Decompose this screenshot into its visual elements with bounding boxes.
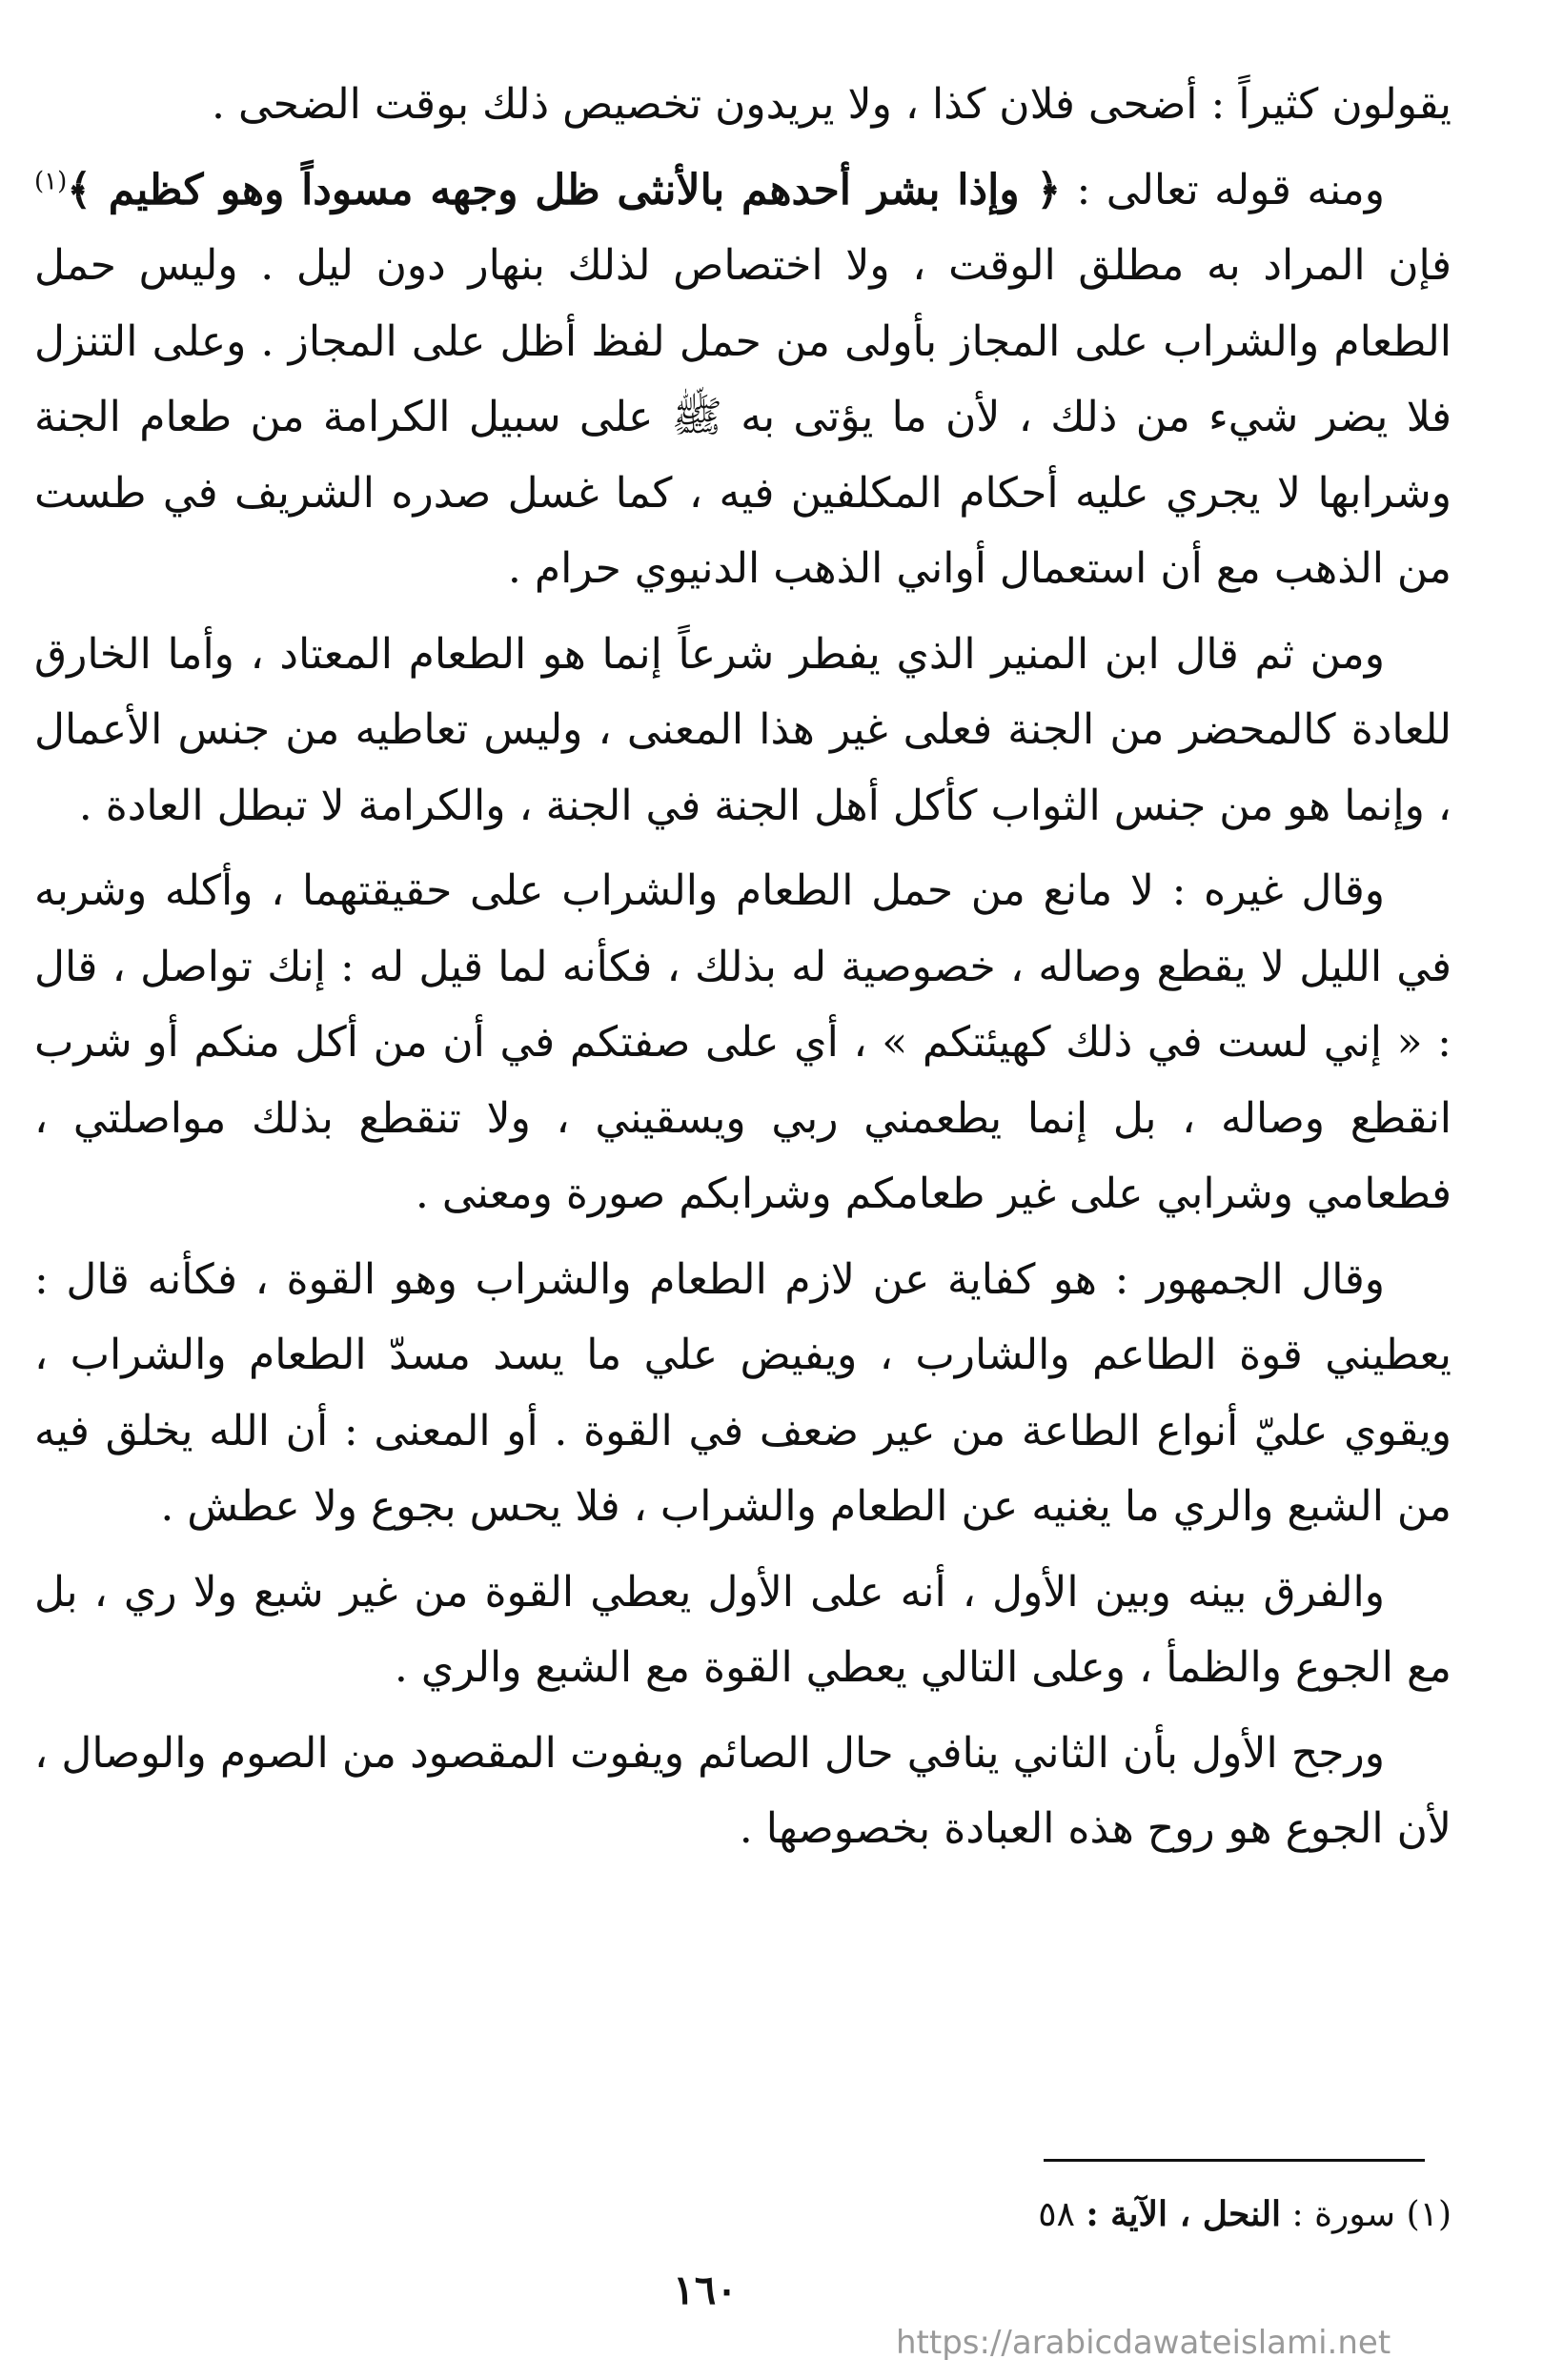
footnote-divider — [1044, 2159, 1425, 2162]
page-number: ١٦٠ — [673, 2267, 738, 2313]
footnote — [880, 2192, 1452, 2237]
quran-verse: ﴿ وإذا بشر أحدهم بالأنثى ظل وجهه مسوداً وهو كظيم ﴾ — [67, 165, 1062, 214]
paragraph-1: يقولون كثيراً : أضحى فلان كذا ، ولا يريدون تخصيص ذلك بوقت الضحى . — [212, 80, 1452, 129]
footnote-reference: (١) — [34, 166, 68, 195]
paragraph-2 — [34, 153, 1452, 607]
paragraph-5: وقال الجمهور : هو كفاية عن لازم الطعام والشراب وهو القوة ، فكأنه قال : يعطيني قوة الطاعم والشارب ، ويفيض علي ما يسد مسدّ الطعام والشراب ، ويقوي عليّ أنواع الطاعة من عير ضعف في القوة . أو المعنى : أن الله يخلق فيه من الشبع والري ما يغنيه عن الطعام والشراب ، فلا يحس بجوع ولا عطش . — [34, 1254, 1452, 1531]
paragraph-2-intro: ومنه قوله تعالى : — [1061, 165, 1386, 214]
footnote-verse-number: ٥٨ — [1038, 2195, 1075, 2234]
footnote-number: (١) — [1406, 2195, 1452, 2234]
paragraph-3: ومن ثم قال ابن المنير الذي يفطر شرعاً إنما هو الطعام المعتاد ، وأما الخارق للعادة كالمحضر من الجنة فعلى غير هذا المعنى ، وليس تعاطيه من جنس الأعمال ، وإنما هو من جنس الثواب كأكل أهل الجنة في الجنة ، والكرامة لا تبطل العادة . — [34, 629, 1452, 830]
watermark-url: https://arabicdawateislami.net — [896, 2324, 1391, 2362]
paragraph-2-body: فإن المراد به مطلق الوقت ، ولا اختصاص لذلك بنهار دون ليل . وليس حمل الطعام والشراب على المجاز بأولى من حمل لفظ أظل على المجاز . وعلى التنزل فلا يضر شيء من ذلك ، لأن ما يؤتى به ﷺ على سبيل الكرامة من طعام الجنة وشرابها لا يجري عليه أحكام المكلفين فيه ، كما غسل صدره الشريف في طست من الذهب مع أن استعمال أواني الذهب الدنيوي حرام . — [34, 241, 1452, 593]
footnote-source: النحل ، الآية : — [1086, 2194, 1282, 2234]
paragraph-7: ورجح الأول بأن الثاني ينافي حال الصائم ويفوت المقصود من الصوم والوصال ، لأن الجوع هو روح هذه العبادة بخصوصها . — [34, 1728, 1452, 1853]
paragraph-4: وقال غيره : لا مانع من حمل الطعام والشراب على حقيقتهما ، وأكله وشربه في الليل لا يقطع وصاله ، خصوصية له بذلك ، فكأنه لما قيل له : إنك تواصل ، قال : « إني لست في ذلك كهيئتكم » ، أي على صفتكم في أن من أكل منكم أو شرب انقطع وصاله ، بل إنما يطعمني ربي ويسقيني ، ولا تنقطع بذلك مواصلتي ، فطعامي وشرابي على غير طعامكم وشرابكم صورة ومعنى . — [34, 866, 1452, 1218]
body-text — [34, 67, 1452, 1877]
footnote-label: سورة : — [1291, 2195, 1396, 2234]
paragraph-6: والفرق بينه وبين الأول ، أنه على الأول يعطي القوة من غير شبع ولا ري ، بل مع الجوع والظمأ ، وعلى التالي يعطي القوة مع الشبع والري . — [34, 1567, 1452, 1692]
